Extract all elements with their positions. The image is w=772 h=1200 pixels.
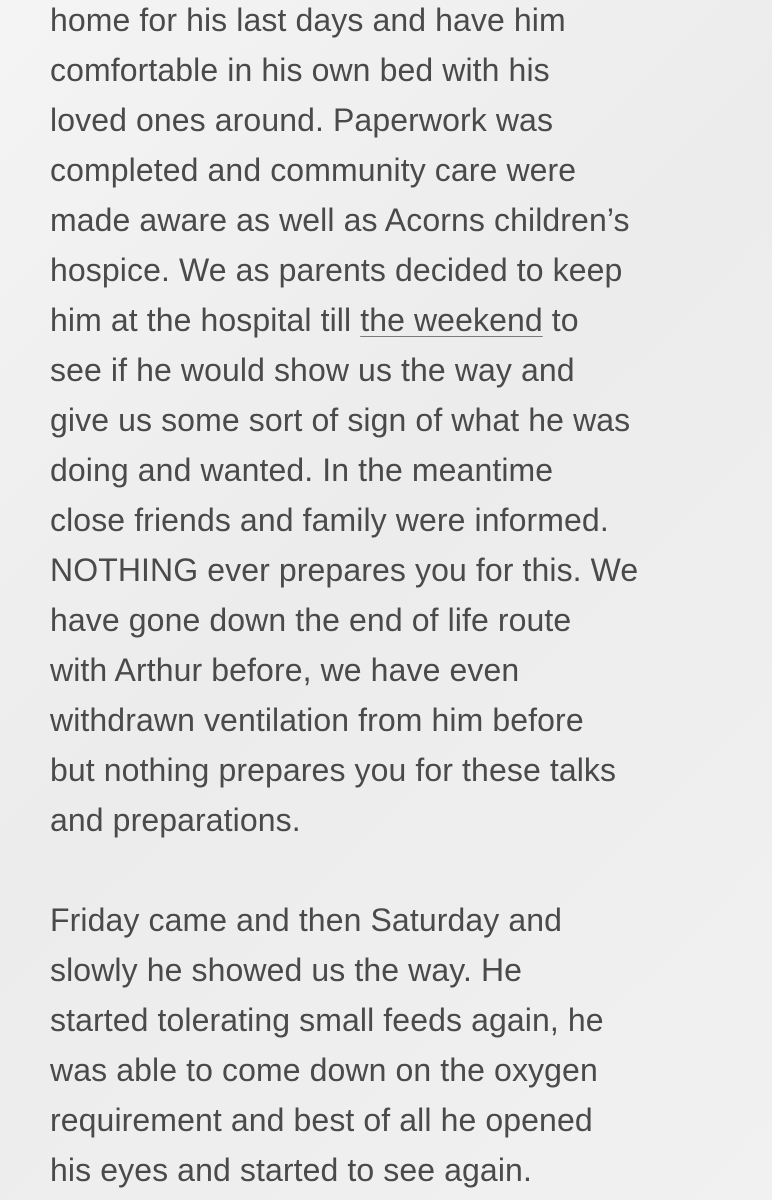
text-line: made aware as well as Acorns children’s — [50, 202, 630, 238]
text-line: with Arthur before, we have even — [50, 652, 520, 688]
text-line: but nothing prepares you for these talks — [50, 752, 617, 788]
text-segment: him at the hospital till — [50, 302, 361, 338]
text-line: NOTHING ever prepares you for this. We — [50, 552, 639, 588]
text-line: home for his last days and have him — [50, 2, 566, 38]
text-line: hospice. We as parents decided to keep — [50, 252, 623, 288]
text-line: Friday came and then Saturday and — [50, 902, 563, 938]
text-line: was able to come down on the oxygen — [50, 1052, 598, 1088]
text-line: and preparations. — [50, 802, 301, 838]
text-line: give us some sort of sign of what he was — [50, 402, 631, 438]
text-line-with-link — [50, 300, 579, 340]
text-line: see if he would show us the way and — [50, 352, 575, 388]
text-line: completed and community care were — [50, 152, 577, 188]
text-line: close friends and family were informed. — [50, 502, 609, 538]
text-line: comfortable in his own bed with his — [50, 52, 550, 88]
text-line: requirement and best of all he opened — [50, 1102, 593, 1138]
text-line: loved ones around. Paperwork was — [50, 102, 554, 138]
text-line: started tolerating small feeds again, he — [50, 1002, 604, 1038]
text-line: doing and wanted. In the meantime — [50, 452, 554, 488]
text-line: have gone down the end of life route — [50, 602, 572, 638]
text-line: slowly he showed us the way. He — [50, 952, 523, 988]
text-line: his eyes and started to see again. — [50, 1152, 532, 1188]
date-link[interactable]: the weekend — [360, 302, 543, 338]
text-line: withdrawn ventilation from him before — [50, 702, 584, 738]
text-segment: to — [542, 302, 579, 338]
